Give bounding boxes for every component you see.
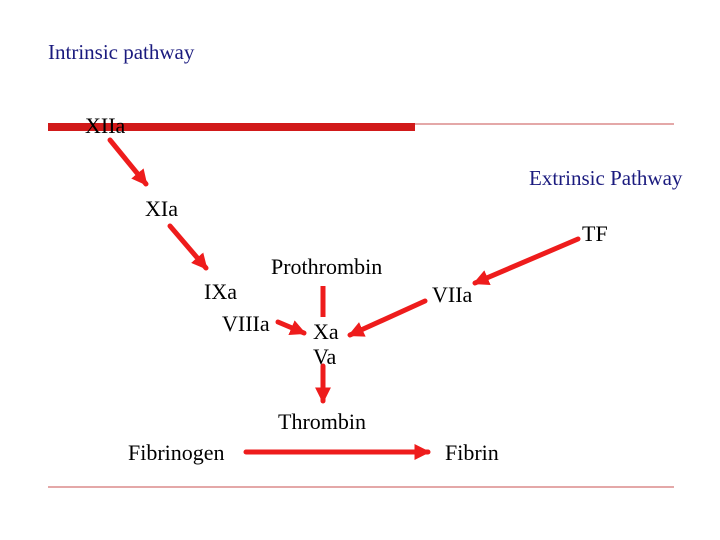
arrow-tf-to-viia bbox=[475, 239, 578, 283]
node-va: Va bbox=[313, 344, 337, 369]
arrow-xiia-to-xia bbox=[110, 140, 146, 184]
node-thrombin: Thrombin bbox=[278, 409, 366, 434]
node-prothrombin: Prothrombin bbox=[271, 254, 383, 279]
node-xa: Xa bbox=[313, 319, 339, 344]
intrinsic-pathway-title: Intrinsic pathway bbox=[48, 40, 195, 64]
arrow-viiia-to-xa bbox=[278, 322, 304, 333]
node-tf: TF bbox=[582, 221, 608, 246]
node-fibrin: Fibrin bbox=[445, 440, 499, 465]
node-ixa: IXa bbox=[204, 279, 237, 304]
node-xiia: XIIa bbox=[85, 113, 126, 138]
extrinsic-pathway-title: Extrinsic Pathway bbox=[529, 166, 683, 190]
arrow-xia-to-ixa bbox=[170, 226, 206, 268]
node-viia: VIIa bbox=[432, 282, 473, 307]
node-viiia: VIIIa bbox=[222, 311, 270, 336]
node-xia: XIa bbox=[145, 196, 178, 221]
node-fibrinogen: Fibrinogen bbox=[128, 440, 225, 465]
arrow-viia-to-xa bbox=[350, 301, 425, 335]
